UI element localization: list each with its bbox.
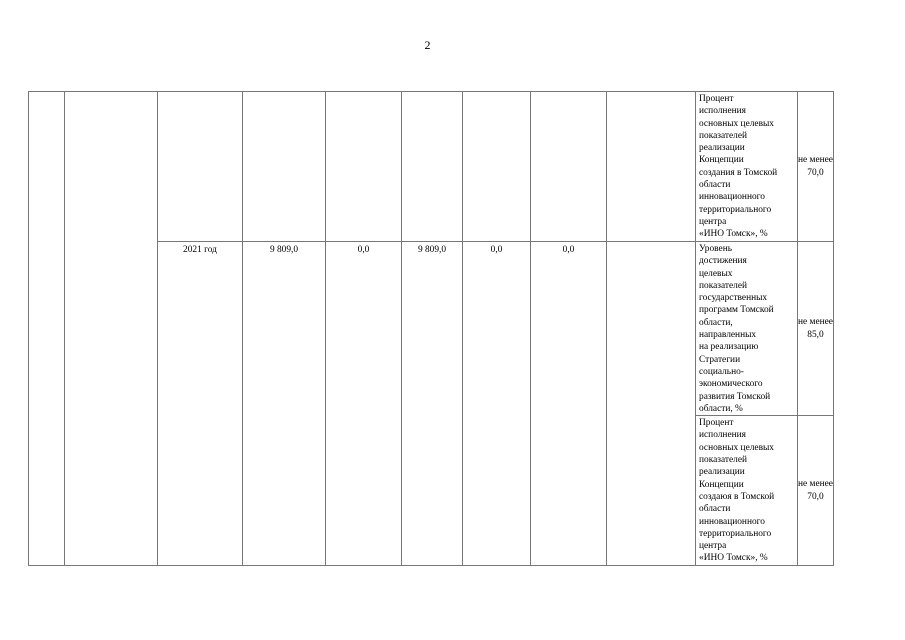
table-cell-regional [402, 92, 463, 242]
table-cell-federal [326, 92, 402, 242]
indicator-value: 85,0 [807, 329, 824, 340]
indicator-text: Процент исполнения основных целевых показателей реализации Концепции создания в Томской области инновационного территориального центра «ИНО Томск», % [699, 94, 778, 240]
indicator-value-label: не менее [798, 479, 833, 490]
table-cell-other [531, 92, 607, 242]
table-cell-year: 2021 год [158, 242, 243, 566]
program-table [28, 91, 834, 566]
indicator-cell [696, 416, 798, 566]
page-number: 2 [424, 38, 431, 52]
indicator-text: Уровень достижения целевых показателей государственных программ Томской области, направленных на реализацию Стратегии социально- экономического развития Томской области, % [699, 244, 774, 414]
indicator-text: Процент исполнения основных целевых показателей реализации Концепции создаюя в Томской области инновационного территориального центра «ИНО Томск», % [699, 418, 775, 564]
indicator-value: 70,0 [807, 491, 824, 502]
table-cell-federal: 0,0 [326, 242, 402, 566]
table-row [29, 92, 834, 242]
indicator-value: 70,0 [807, 167, 824, 178]
table-cell-number [29, 92, 65, 566]
indicator-cell [696, 242, 798, 416]
indicator-value-label: не менее [798, 155, 833, 166]
table-cell-local: 0,0 [463, 242, 531, 566]
table-cell-local [463, 92, 531, 242]
table-cell-executor [607, 92, 696, 242]
table-cell-total [243, 92, 326, 242]
table-cell-regional: 9 809,0 [402, 242, 463, 566]
indicator-cell [696, 92, 798, 242]
indicator-value-cell [798, 92, 834, 242]
table-cell-executor [607, 242, 696, 566]
table-cell-total: 9 809,0 [243, 242, 326, 566]
indicator-value-label: не менее [798, 317, 833, 328]
indicator-value-cell [798, 416, 834, 566]
table-cell-name [65, 92, 158, 566]
table-cell-year [158, 92, 243, 242]
indicator-value-cell [798, 242, 834, 416]
table-cell-other: 0,0 [531, 242, 607, 566]
